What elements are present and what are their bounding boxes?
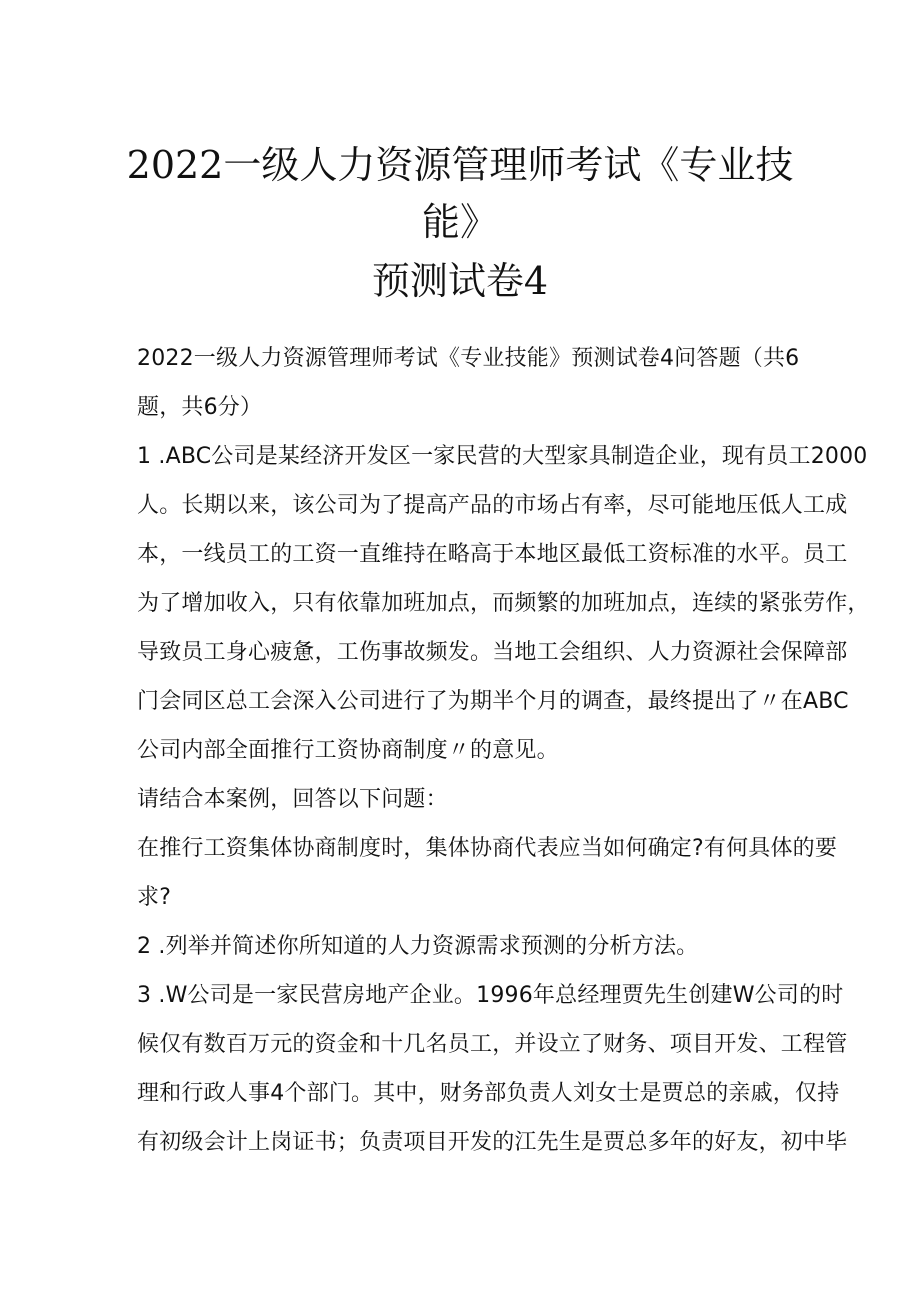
q1-line: 1 .ABC公司是某经济开发区一家民营的大型家具制造企业，现有员工2000: [137, 444, 868, 469]
section-header-line-1: 2022一级人力资源管理师考试《专业技能》预测试卷4问答题（共6: [137, 346, 800, 371]
title-line-2: 能》: [421, 200, 498, 244]
q3-line: 理和行政人事4个部门。其中，财务部负责人刘女士是贾总的亲戚，仅持: [137, 1081, 840, 1106]
q3-line: 候仅有数百万元的资金和十几名员工，并设立了财务、项目开发、工程管: [137, 1032, 848, 1057]
q1-line: 公司内部全面推行工资协商制度〃的意见。: [137, 738, 559, 763]
q1-line: 导致员工身心疲惫，工伤事故频发。当地工会组织、人力资源社会保障部: [137, 640, 848, 665]
q3-line: 有初级会计上岗证书；负责项目开发的江先生是贾总多年的好友，初中毕: [137, 1130, 848, 1155]
q1-line: 为了增加收入，只有依靠加班加点，而频繁的加班加点，连续的紧张劳作，: [137, 591, 870, 616]
title-line-1: 2022一级人力资源管理师考试《专业技: [126, 143, 794, 187]
q1-question-line-1: 在推行工资集体协商制度时，集体协商代表应当如何确定?有何具体的要: [137, 836, 838, 861]
q1-question-line-2: 求?: [137, 885, 172, 910]
section-header-line-2: 题，共6分）: [137, 395, 263, 420]
q1-prompt: 请结合本案例，回答以下问题：: [137, 787, 448, 812]
q1-line: 人。长期以来，该公司为了提高产品的市场占有率，尽可能地压低人工成: [137, 493, 848, 518]
q1-line: 门会同区总工会深入公司进行了为期半个月的调查，最终提出了〃在ABC: [137, 689, 849, 714]
title-line-3: 预测试卷4: [371, 259, 549, 303]
q2-text: 2 .列举并简述你所知道的人力资源需求预测的分析方法。: [137, 934, 699, 959]
q3-line: 3 .W公司是一家民营房地产企业。1996年总经理贾先生创建W公司的时: [137, 983, 844, 1008]
q1-line: 本，一线员工的工资一直维持在略高于本地区最低工资标准的水平。员工: [137, 542, 848, 567]
